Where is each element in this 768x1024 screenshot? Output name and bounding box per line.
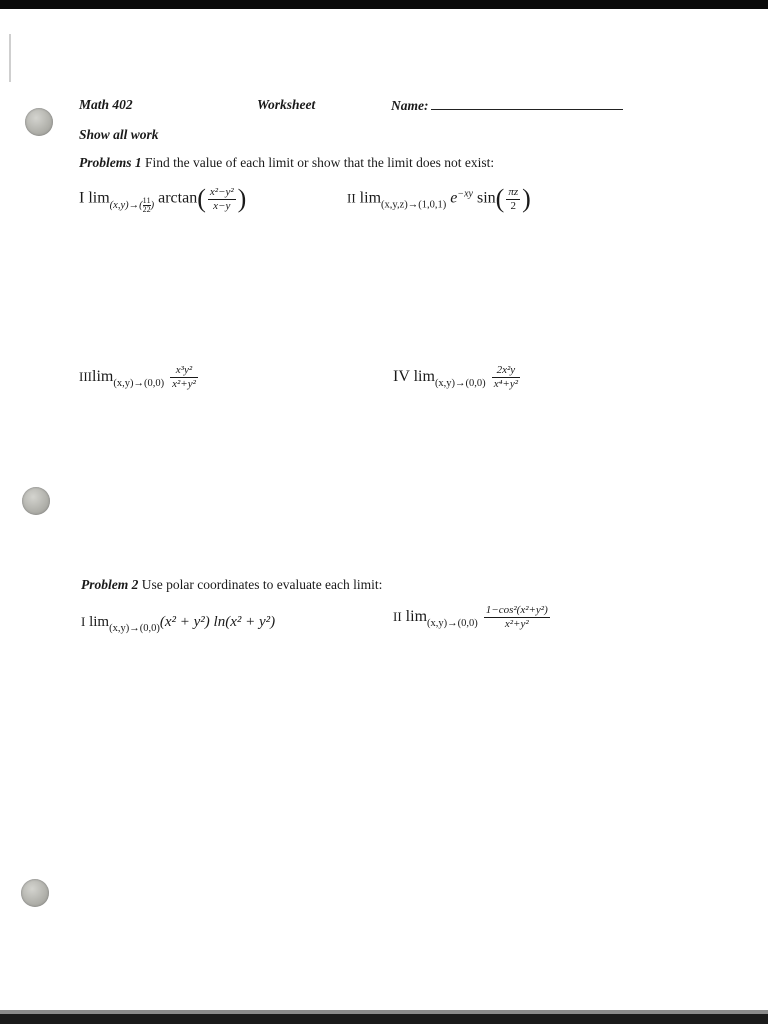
lim-operator: lim <box>92 368 114 386</box>
lim-operator: lim <box>359 189 382 207</box>
limit-subscript: (x,y)→(0,0) <box>109 623 160 634</box>
item-numeral: I <box>79 189 85 207</box>
exponential-base: e <box>450 189 458 207</box>
punch-hole-bottom <box>21 879 49 907</box>
fraction: $\frac{\text{1−cos²(x²+y²)}}{\text{x²+y²}}$ <box>485 604 548 630</box>
scanner-top-edge <box>0 0 768 9</box>
punch-hole-middle <box>22 487 50 515</box>
item-numeral: II <box>347 190 356 206</box>
fraction: $\frac{\text{x³y²}}{\text{x²+y²}}$ <box>172 364 196 390</box>
lim-operator: lim <box>89 614 110 630</box>
course-label: Math 402 <box>79 97 133 112</box>
half-fraction: $\frac{1}{2}$ <box>146 195 151 214</box>
arctan-function: arctan <box>158 189 198 207</box>
p1-item-I: I $\lim_{(x,y)\to( \frac{1}{2} \frac{1}{2} )} \arctan$( $\frac{\text{x²−y²}}{x-y}$ ) <box>79 184 247 214</box>
lim-operator: lim <box>405 608 428 626</box>
p2-item-I <box>81 615 275 635</box>
half-fraction: $\frac{1}{2}$ <box>142 195 147 214</box>
problem1-prompt: Find the value of each limit or show that the limit does not exist: <box>145 155 495 170</box>
limit-subscript: (x,y)→(0,0) <box>113 378 165 390</box>
problem1-heading-line <box>79 155 494 171</box>
fraction: $\frac{\text{x²−y²}}{x-y}$ <box>209 185 234 212</box>
p2-item-II <box>393 605 552 630</box>
p1-item-II: II $\lim_{(x,y,z)\to(1,0,1)} e^{-xy}$ sin( $\frac{\pi z}{2}$ ) <box>347 184 531 213</box>
problem1-heading: Problems 1 <box>79 155 142 170</box>
sin-function: sin <box>476 189 496 207</box>
p1-item-III <box>79 365 200 390</box>
limit-expression: (x² + y²) ln(x² + y²) <box>159 614 276 630</box>
lim-operator: lim <box>413 368 435 386</box>
item-numeral: I <box>81 614 86 629</box>
p1-item-IV <box>393 365 522 390</box>
lim-operator: lim <box>88 189 110 207</box>
paper-edge-mark <box>9 34 11 82</box>
item-numeral: IV <box>393 368 410 386</box>
scanner-bottom-edge <box>0 1010 768 1024</box>
name-field[interactable] <box>391 97 623 114</box>
punch-hole-top <box>25 108 53 136</box>
item-numeral: II <box>393 609 402 625</box>
limit-subscript: (x,y)→(0,0) <box>427 618 478 630</box>
problem2-prompt: Use polar coordinates to evaluate each limit: <box>141 577 383 592</box>
problem2-heading-line <box>81 577 382 593</box>
name-blank-line[interactable] <box>431 97 623 110</box>
limit-subscript: (x,y)→(0,0) <box>434 378 486 390</box>
worksheet-title: Worksheet <box>257 97 316 112</box>
limit-subscript: (x,y)→( <box>109 199 143 211</box>
fraction: $\frac{\text{2x²y}}{\text{x⁴+y²}}$ <box>493 364 518 390</box>
show-work-instruction: Show all work <box>79 127 159 142</box>
name-label: Name: <box>391 98 429 113</box>
limit-subscript: (x,y,z)→(1,0,1) <box>381 199 447 211</box>
item-numeral: III <box>79 369 92 385</box>
problem2-heading: Problem 2 <box>81 577 139 592</box>
fraction: $\frac{\pi z}{2}$ <box>508 185 519 212</box>
